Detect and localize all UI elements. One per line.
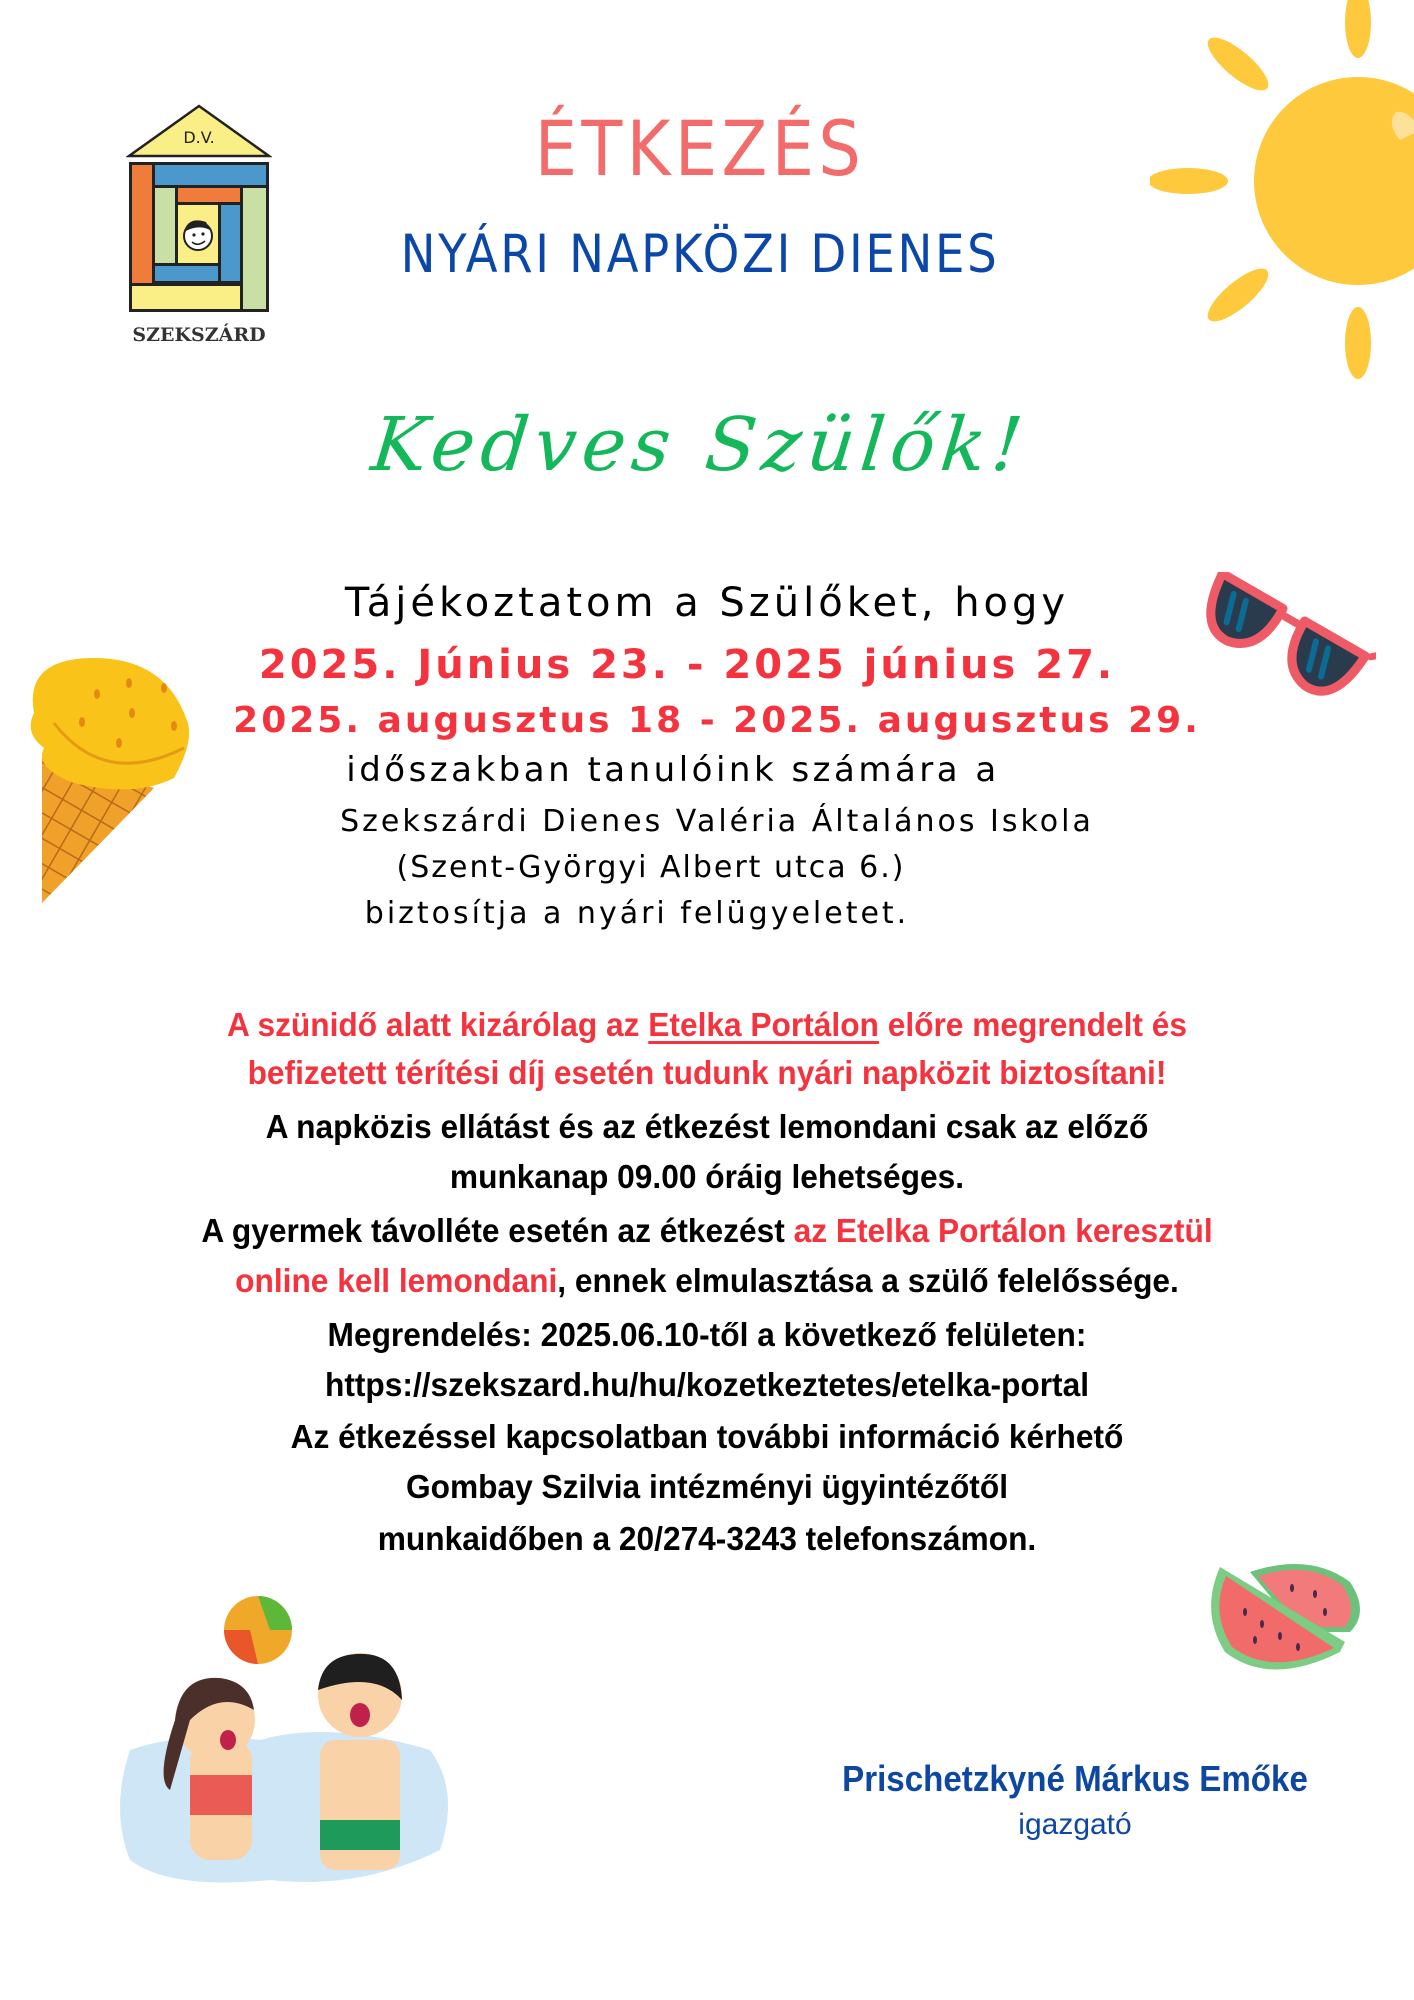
- notice-highlight: az Etelka Portálon keresztül: [793, 1212, 1213, 1249]
- signature-role: igazgató: [1018, 1808, 1132, 1841]
- notice-line-7: Megrendelés: 2025.06.10-től a következő felületen:: [327, 1316, 1087, 1353]
- notice-line-11: munkaidőben a 20/274-3243 telefonszámon.: [377, 1520, 1037, 1557]
- date-range-august: 2025. augusztus 18 - 2025. augusztus 29.: [233, 700, 1201, 741]
- info-supervision: biztosítja a nyári felügyeletet.: [364, 896, 910, 931]
- sun-icon: [1150, 0, 1414, 390]
- greeting: Kedves Szülők!: [367, 402, 1033, 488]
- page-title: ÉTKEZÉS: [534, 104, 866, 193]
- signature-name: Prischetzkyné Márkus Emőke: [842, 1758, 1308, 1799]
- logo-top-label: D.V.: [183, 128, 215, 147]
- logo-bottom-label: SZEKSZÁRD: [132, 324, 266, 346]
- watermelon-icon: [1200, 1552, 1370, 1682]
- info-intro: Tájékoztatom a Szülőket, hogy: [344, 580, 1070, 626]
- kids-playing-ball-icon: [110, 1590, 470, 1920]
- school-logo: [126, 104, 272, 354]
- info-period: időszakban tanulóink számára a: [346, 750, 1000, 790]
- notice-line-10: Gombay Szilvia intézményi ügyintézőtől: [405, 1468, 1009, 1505]
- notice-text: , ennek elmulasztása a szülő felelőssége.: [557, 1262, 1179, 1299]
- notice-line-4: munkanap 09.00 óráig lehetséges.: [449, 1158, 965, 1195]
- date-range-june: 2025. Június 23. - 2025 június 27.: [258, 642, 1116, 688]
- notice-text: A gyermek távolléte esetén az étkezést: [201, 1212, 794, 1249]
- notice-line-9: Az étkezéssel kapcsolatban további információ kérhető: [290, 1418, 1124, 1455]
- notice-line-3: A napközis ellátást és az étkezést lemondani csak az előző: [265, 1108, 1149, 1145]
- notice-line-5: [28, 1206, 1385, 1256]
- notice-line-2: befizetett térítési díj esetén tudunk nyári napközit biztosítani!: [247, 1054, 1167, 1091]
- info-school-name: Szekszárdi Dienes Valéria Általános Iskola: [340, 804, 1094, 839]
- notice-line-6: [28, 1256, 1385, 1306]
- notice-line-1: [28, 1000, 1385, 1050]
- notice-text: A szünidő alatt kizárólag az: [226, 1006, 649, 1043]
- notice-text: előre megrendelt és: [878, 1006, 1188, 1043]
- notice-highlight: online kell lemondani: [235, 1262, 558, 1299]
- page-subtitle: NYÁRI NAPKÖZI DIENES: [400, 224, 1000, 285]
- order-url-link[interactable]: https://szekszard.hu/hu/kozetkeztetes/etelka-portal: [324, 1366, 1090, 1403]
- info-address: (Szent-Györgyi Albert utca 6.): [396, 850, 906, 885]
- etelka-portal-link[interactable]: Etelka Portálon: [648, 1006, 879, 1043]
